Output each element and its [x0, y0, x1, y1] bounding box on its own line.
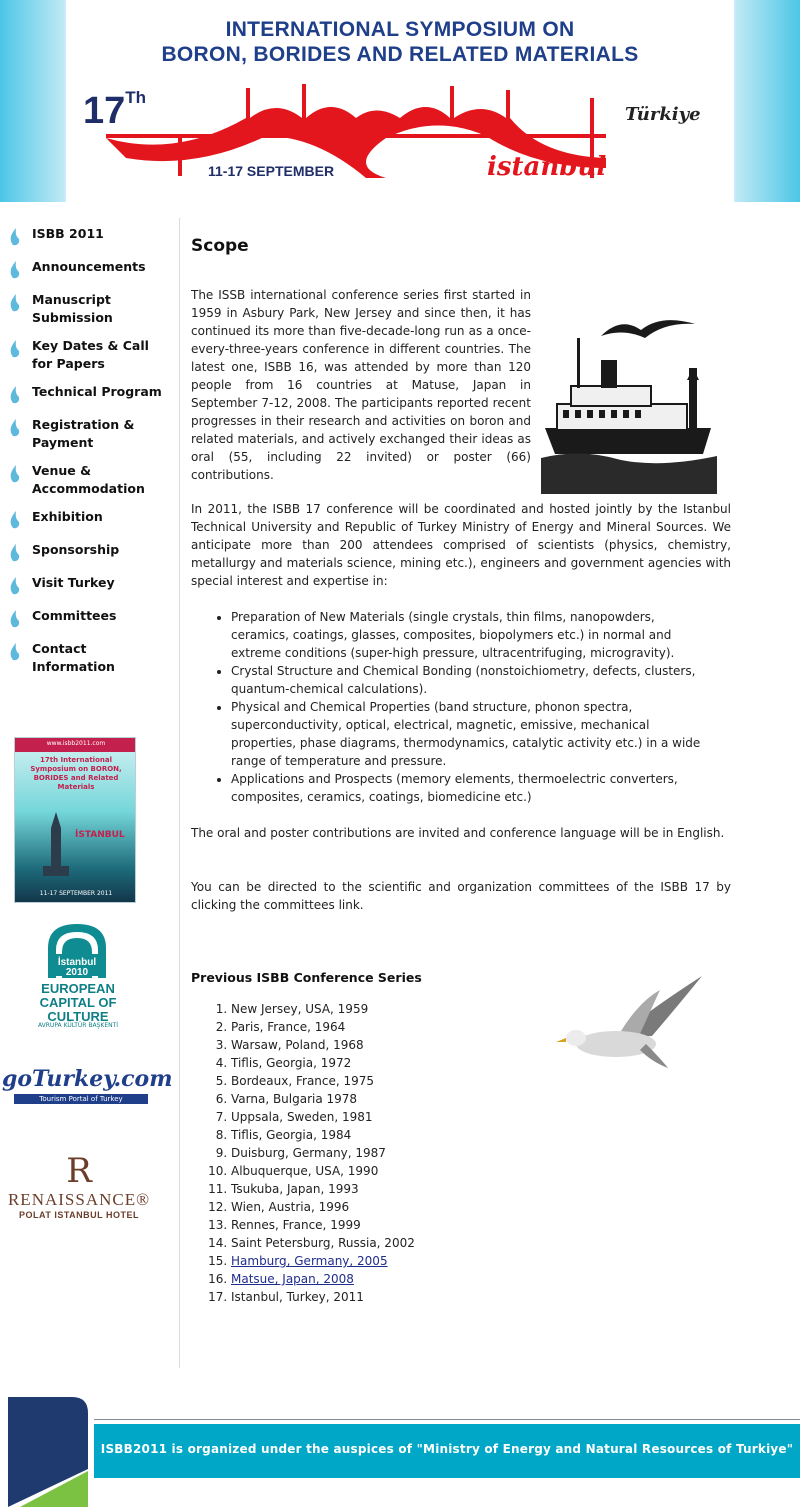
- renaissance-subtitle: POLAT ISTANBUL HOTEL: [19, 1210, 139, 1220]
- sidebar-divider: [179, 218, 180, 1368]
- sidebar-item-label: Sponsorship: [32, 542, 120, 557]
- previous-series-title: Previous ISBB Conference Series: [191, 970, 422, 985]
- header-edition: [83, 88, 146, 133]
- water-drop-icon: [7, 543, 21, 563]
- sidebar-item-visit-turkey[interactable]: [0, 574, 121, 592]
- list-item: 7. Uppsala, Sweden, 1981: [231, 1108, 415, 1126]
- scope-paragraph-history: The ISSB international conference series first started in 1959 in Asbury Park, New Jersey and since then, it has continued its more than five-decade-long run as a once-every-three-years conference in different countries. The latest one, ISBB 16, was attended by more than 120 people from 16 countries at Matuse, Japan in September 7-12, 2008. The participants reported recent progresses in their research and activities on boron and related materials, and actively exchanged their ideas as oral (55, including 22 invited) or poster (66) contributions.: [191, 288, 531, 482]
- water-drop-icon: [7, 385, 21, 405]
- topic-item: • Applications and Prospects (memory elements, thermoelectric converters, composites, ceramics, coatings, biomedicine etc.): [231, 770, 711, 806]
- scope-paragraph-hosting: In 2011, the ISBB 17 conference will be coordinated and hosted jointly by the Istanbul Technical University and Republic of Turkey Ministry of Energy and Mineral Sources. We anticipate more than 200 attendees comprised of scientists (physics, chemistry, metallurgy and materials science, mining etc.), engineers and government agencies with special interest and expertise in:: [191, 502, 731, 588]
- sidebar-item-key-dates[interactable]: [0, 337, 172, 373]
- ministry-logo-icon: [8, 1397, 88, 1507]
- hamburg-2005-link[interactable]: Hamburg, Germany, 2005: [231, 1254, 388, 1268]
- poster-city: İSTANBUL: [75, 830, 125, 840]
- edition-number: 17: [83, 90, 126, 132]
- sidebar-item-label: Exhibition: [32, 509, 103, 524]
- sidebar-item-isbb-2011[interactable]: [0, 225, 110, 243]
- sidebar-item-sponsorship[interactable]: [0, 541, 125, 559]
- svg-text:2010: 2010: [65, 967, 89, 978]
- list-item: 8. Tiflis, Georgia, 1984: [231, 1126, 415, 1144]
- ferry-photo: [541, 308, 717, 494]
- topics-list: [231, 608, 711, 806]
- list-item: 9. Duisburg, Germany, 1987: [231, 1144, 415, 1162]
- list-item: 12. Wien, Austria, 1996: [231, 1198, 415, 1216]
- renaissance-name: RENAISSANCE®: [7, 1190, 151, 1209]
- header-dates: 11-17 SEPTEMBER: [208, 163, 335, 179]
- water-drop-icon: [7, 464, 21, 484]
- topic-item: • Crystal Structure and Chemical Bonding (nonstoichiometry, defects, clusters, quantum-chemical calculations).: [231, 662, 711, 698]
- water-drop-icon: [7, 576, 21, 596]
- footer-rule: [94, 1419, 800, 1420]
- european-capital-culture-logo[interactable]: [30, 920, 130, 1038]
- list-item: 10. Albuquerque, USA, 1990: [231, 1162, 415, 1180]
- previous-series-list: [231, 1000, 415, 1306]
- goturkey-subtitle: Tourism Portal of Turkey: [14, 1094, 148, 1104]
- list-item: 2. Paris, France, 1964: [231, 1018, 415, 1036]
- svg-text:İstanbul: İstanbul: [57, 957, 97, 968]
- ecoc-subtitle: AVRUPA KÜLTÜR BAŞKENTİ: [37, 1022, 119, 1029]
- sidebar-item-committees[interactable]: [0, 607, 122, 625]
- list-item: 11. Tsukuba, Japan, 1993: [231, 1180, 415, 1198]
- water-drop-icon: [7, 293, 21, 313]
- sidebar-item-announcements[interactable]: [0, 258, 152, 276]
- sidebar-item-label: Technical Program: [32, 384, 162, 399]
- sidebar-item-venue[interactable]: [0, 462, 150, 498]
- poster-title: 17th International Symposium on BORON, BORIDES and Related Materials: [30, 756, 122, 791]
- water-drop-icon: [7, 260, 21, 280]
- sidebar-item-manuscript-submission[interactable]: [0, 291, 150, 327]
- topic-item: • Physical and Chemical Properties (band structure, phonon spectra, superconductivity, optical, electrical, magnetic, emissive, mechanical properties, phase diagrams, thermodynamics, catalytic activity etc.) in a wide range of temperature and pressure.: [231, 698, 711, 770]
- symposium-poster-banner[interactable]: [14, 737, 136, 903]
- poster-dates: 11-17 SEPTEMBER 2011: [39, 890, 113, 897]
- maiden-tower-icon: [41, 808, 71, 878]
- footer-text: ISBB2011 is organized under the auspices of "Ministry of Energy and Natural Resources of Turkiye": [100, 1442, 794, 1456]
- matsue-2008-link[interactable]: Matsue, Japan, 2008: [231, 1272, 354, 1286]
- list-item: 14. Saint Petersburg, Russia, 2002: [231, 1234, 415, 1252]
- water-drop-icon: [7, 609, 21, 629]
- list-item: [231, 1270, 415, 1288]
- sidebar-item-label: Registration & Payment: [32, 417, 135, 450]
- sidebar-item-contact[interactable]: [0, 640, 178, 676]
- header-banner: [0, 0, 800, 202]
- page-title: Scope: [191, 236, 249, 256]
- sidebar-item-exhibition[interactable]: [0, 508, 109, 526]
- water-drop-icon: [7, 339, 21, 359]
- list-item: 17. Istanbul, Turkey, 2011: [231, 1288, 415, 1306]
- edition-suffix: Th: [125, 88, 147, 107]
- sidebar-item-label: Committees: [32, 608, 117, 623]
- water-drop-icon: [7, 510, 21, 530]
- istanbul-skyline-icon: [66, 78, 734, 188]
- ecoc-title: EUROPEAN CAPITAL OF CULTURE: [39, 981, 117, 1024]
- water-drop-icon: [7, 418, 21, 438]
- header-city: istanbul: [487, 152, 607, 182]
- header-title-line1: INTERNATIONAL SYMPOSIUM ON: [225, 18, 575, 41]
- sidebar-item-label: Key Dates & Call for Papers: [32, 338, 149, 371]
- water-drop-icon: [7, 227, 21, 247]
- list-item: 6. Varna, Bulgaria 1978: [231, 1090, 415, 1108]
- sidebar-item-label: ISBB 2011: [32, 226, 104, 241]
- sidebar-item-label: Venue & Accommodation: [32, 463, 145, 496]
- header-country-logo: Türkiye: [625, 104, 701, 125]
- goturkey-logo[interactable]: [2, 1062, 173, 1110]
- istanbul-2010-logo-icon: [42, 920, 112, 980]
- water-drop-icon: [7, 642, 21, 662]
- renaissance-letter: R: [66, 1151, 92, 1191]
- goturkey-name: goTurkey.com: [2, 1066, 173, 1092]
- list-item: 5. Bordeaux, France, 1975: [231, 1072, 415, 1090]
- committees-paragraph: You can be directed to the scientific and organization committees of the ISBB 17 by clicking the committees link.: [191, 880, 731, 912]
- poster-url: www.isbb2011.com: [46, 740, 106, 747]
- list-item: 1. New Jersey, USA, 1959: [231, 1000, 415, 1018]
- sidebar-item-label: Announcements: [32, 259, 146, 274]
- list-item: 13. Rennes, France, 1999: [231, 1216, 415, 1234]
- language-paragraph: The oral and poster contributions are invited and conference language will be in English.: [191, 826, 725, 840]
- list-item: 3. Warsaw, Poland, 1968: [231, 1036, 415, 1054]
- header-title-line2: BORON, BORIDES AND RELATED MATERIALS: [161, 43, 639, 66]
- renaissance-hotel-logo[interactable]: [6, 1152, 152, 1228]
- sidebar-item-label: Visit Turkey: [32, 575, 115, 590]
- list-item: [231, 1252, 415, 1270]
- sidebar-item-technical-program[interactable]: [0, 383, 168, 401]
- sidebar-item-registration[interactable]: [0, 416, 150, 452]
- sidebar-item-label: Manuscript Submission: [32, 292, 113, 325]
- seagull-image: [556, 972, 704, 1072]
- sidebar-item-label: Contact Information: [32, 641, 115, 674]
- footer-bar: [94, 1424, 800, 1478]
- list-item: 4. Tiflis, Georgia, 1972: [231, 1054, 415, 1072]
- main-content: [191, 236, 731, 1304]
- topic-item: • Preparation of New Materials (single crystals, thin films, nanopowders, ceramics, coatings, glasses, composites, biopolymers etc.) in normal and extreme conditions (super-high pressure, ultracentrifuging, microgravity).: [231, 608, 711, 662]
